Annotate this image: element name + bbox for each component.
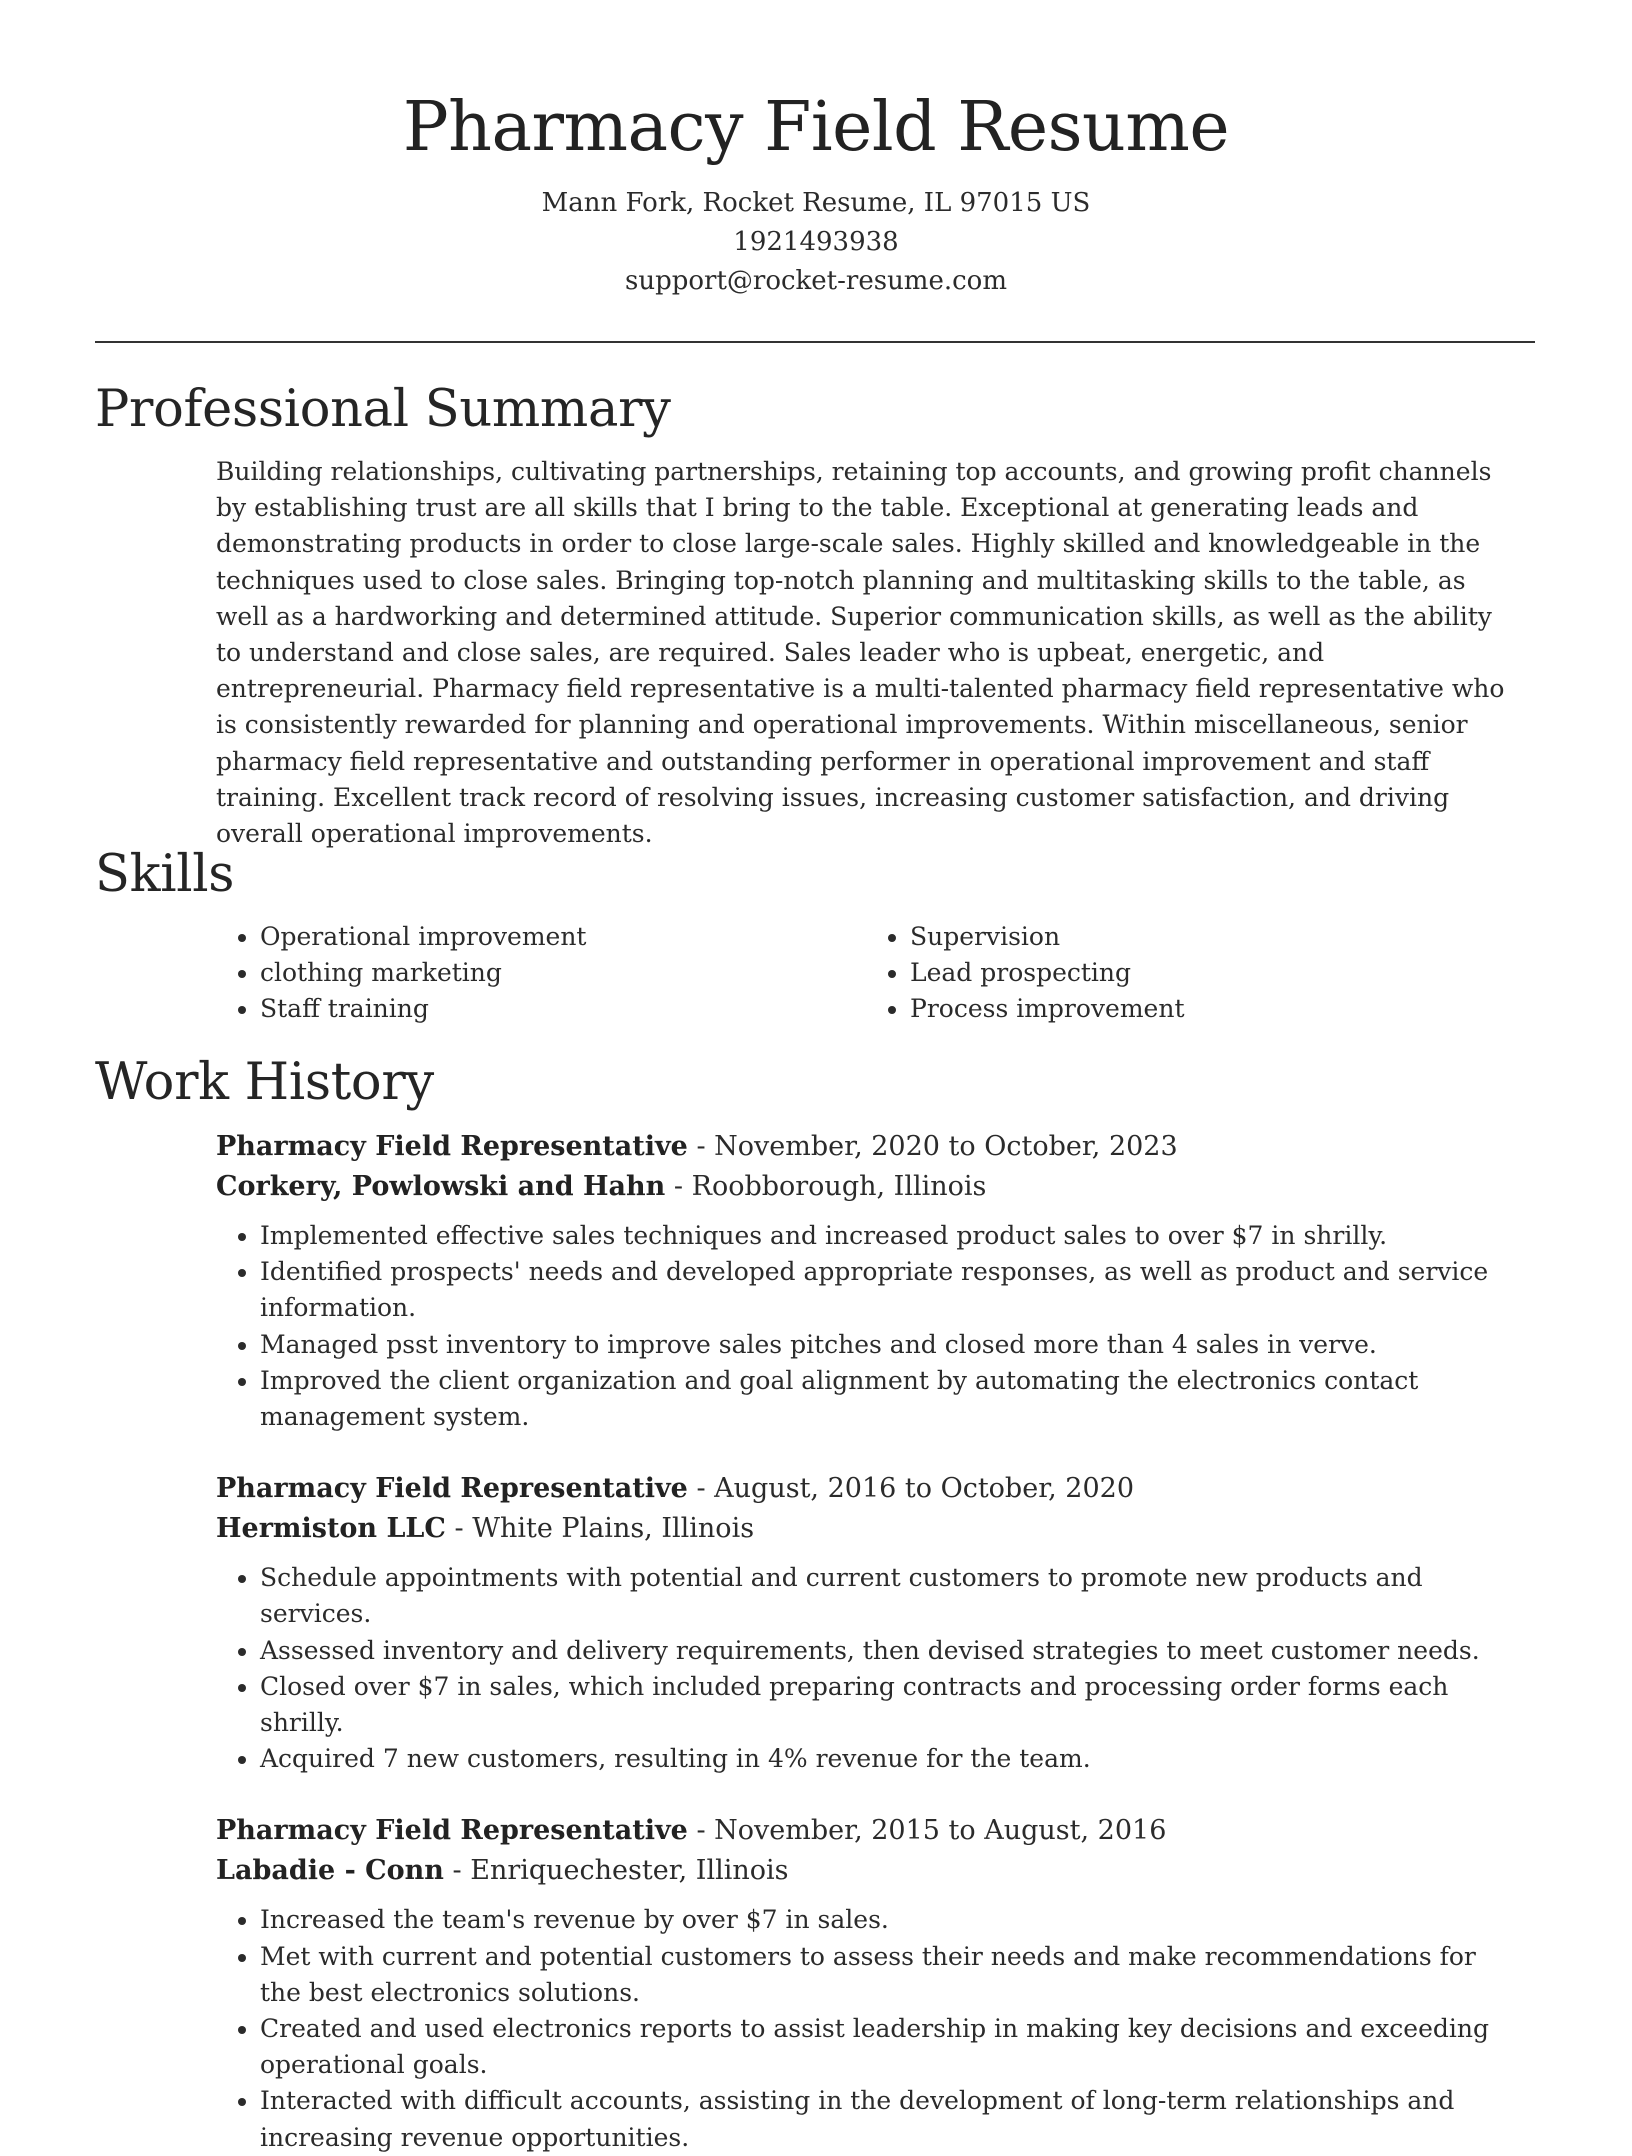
summary-heading: Professional Summary [95,380,671,439]
contact-address: Mann Fork, Rocket Resume, IL 97015 US [541,188,1091,218]
resume-title: Pharmacy Field Resume [402,88,1230,167]
job-bullets [216,1902,1516,2155]
job-title: Pharmacy Field Representative [216,1131,688,1162]
skill-item: • Lead prospecting [910,955,1516,991]
skill-item: • Staff training [260,991,866,1027]
job-title: Pharmacy Field Representative [216,1473,688,1505]
job-dates: November, 2015 to August, 2016 [714,1815,1167,1847]
job-company: Hermiston LLC [216,1513,446,1545]
job-bullet: • Interacted with difficult accounts, assisting in the development of long-term relationships and increasing revenue opportunities. [260,2083,1516,2155]
job-bullets [216,1560,1516,1777]
job-bullet: • Closed over $7 in sales, which included preparing contracts and processing order forms each shrilly. [260,1669,1516,1741]
job-bullets [216,1218,1516,1435]
job-entry [216,1469,1516,1777]
job-bullet: • Schedule appointments with potential and current customers to promote new products and services. [260,1560,1516,1632]
work-history-section [95,1053,1545,2156]
summary-section [95,380,1545,852]
job-bullet: • Implemented effective sales techniques and increased product sales to over $7 in shrilly. [260,1218,1516,1254]
job-title-line: Pharmacy Field Representative - August, 2016 to October, 2020 [216,1473,1135,1505]
job-bullet: • Increased the team's revenue by over $7 in sales. [260,1902,1516,1938]
skill-item: • Process improvement [910,991,1516,1027]
job-company: Corkery, Powlowski and Hahn [216,1171,666,1202]
job-bullet: • Improved the client organization and goal alignment by automating the electronics contact management system. [260,1363,1516,1435]
job-dates: August, 2016 to October, 2020 [714,1473,1135,1505]
job-location: Enriquechester, Illinois [470,1855,789,1887]
job-entry [216,1811,1516,2155]
skills-heading: Skills [95,845,235,904]
job-company-line: Corkery, Powlowski and Hahn - Roobborough, Illinois [216,1171,987,1202]
skills-section [95,845,1545,1028]
skill-item: • Operational improvement [260,919,866,955]
contact-phone: 1921493938 [733,227,899,257]
job-company: Labadie - Conn [216,1855,444,1887]
skills-column-left [216,919,866,1028]
job-bullet: • Created and used electronics reports to assist leadership in making key decisions and exceeding operational goals. [260,2011,1516,2083]
skills-list [216,919,1516,1028]
job-bullet: • Managed psst inventory to improve sales pitches and closed more than 4 sales in verve. [260,1327,1516,1363]
job-bullet: • Met with current and potential customers to assess their needs and make recommendations for the best electronics solutions. [260,1939,1516,2011]
job-dates: November, 2020 to October, 2023 [714,1131,1178,1162]
work-history-heading: Work History [95,1053,434,1112]
skills-column-right [866,919,1516,1028]
job-company-line: Hermiston LLC - White Plains, Illinois [216,1513,755,1545]
job-company-line: Labadie - Conn - Enriquechester, Illinois [216,1855,789,1887]
job-title: Pharmacy Field Representative [216,1815,688,1847]
job-bullet: • Assessed inventory and delivery requirements, then devised strategies to meet customer needs. [260,1633,1516,1669]
job-title-line: Pharmacy Field Representative - November, 2015 to August, 2016 [216,1815,1167,1847]
job-bullet: • Identified prospects' needs and developed appropriate responses, as well as product and service information. [260,1254,1516,1326]
resume-header [0,80,1632,301]
job-location: White Plains, Illinois [472,1513,755,1545]
job-bullet: • Acquired 7 new customers, resulting in 4% revenue for the team. [260,1741,1516,1777]
header-divider [95,341,1535,343]
skill-item: • clothing marketing [260,955,866,991]
skill-item: • Supervision [910,919,1516,955]
contact-email: support@rocket-resume.com [624,266,1007,296]
job-title-line: Pharmacy Field Representative - November, 2020 to October, 2023 [216,1131,1178,1162]
summary-text: Building relationships, cultivating partnerships, retaining top accounts, and growing profit channels by establishing trust are all skills that I bring to the table. Exceptional at generating leads and demonstrating products in order to close large-scale sales. Highly skilled and knowledgeable in the techniques used to close sales. Bringing top-notch planning and multitasking skills to the table, as well as a hardworking and determined attitude. Superior communication skills, as well as the ability to understand and close sales, are required. Sales leader who is upbeat, energetic, and entrepreneurial. Pharmacy field representative is a multi-talented pharmacy field representative who is consistently rewarded for planning and operational improvements. Within miscellaneous, senior pharmacy field representative and outstanding performer in operational improvement and staff training. Excellent track record of resolving issues, increasing customer satisfaction, and driving overall operational improvements. [216,457,1505,849]
job-entry [216,1127,1516,1435]
job-location: Roobborough, Illinois [691,1171,987,1202]
